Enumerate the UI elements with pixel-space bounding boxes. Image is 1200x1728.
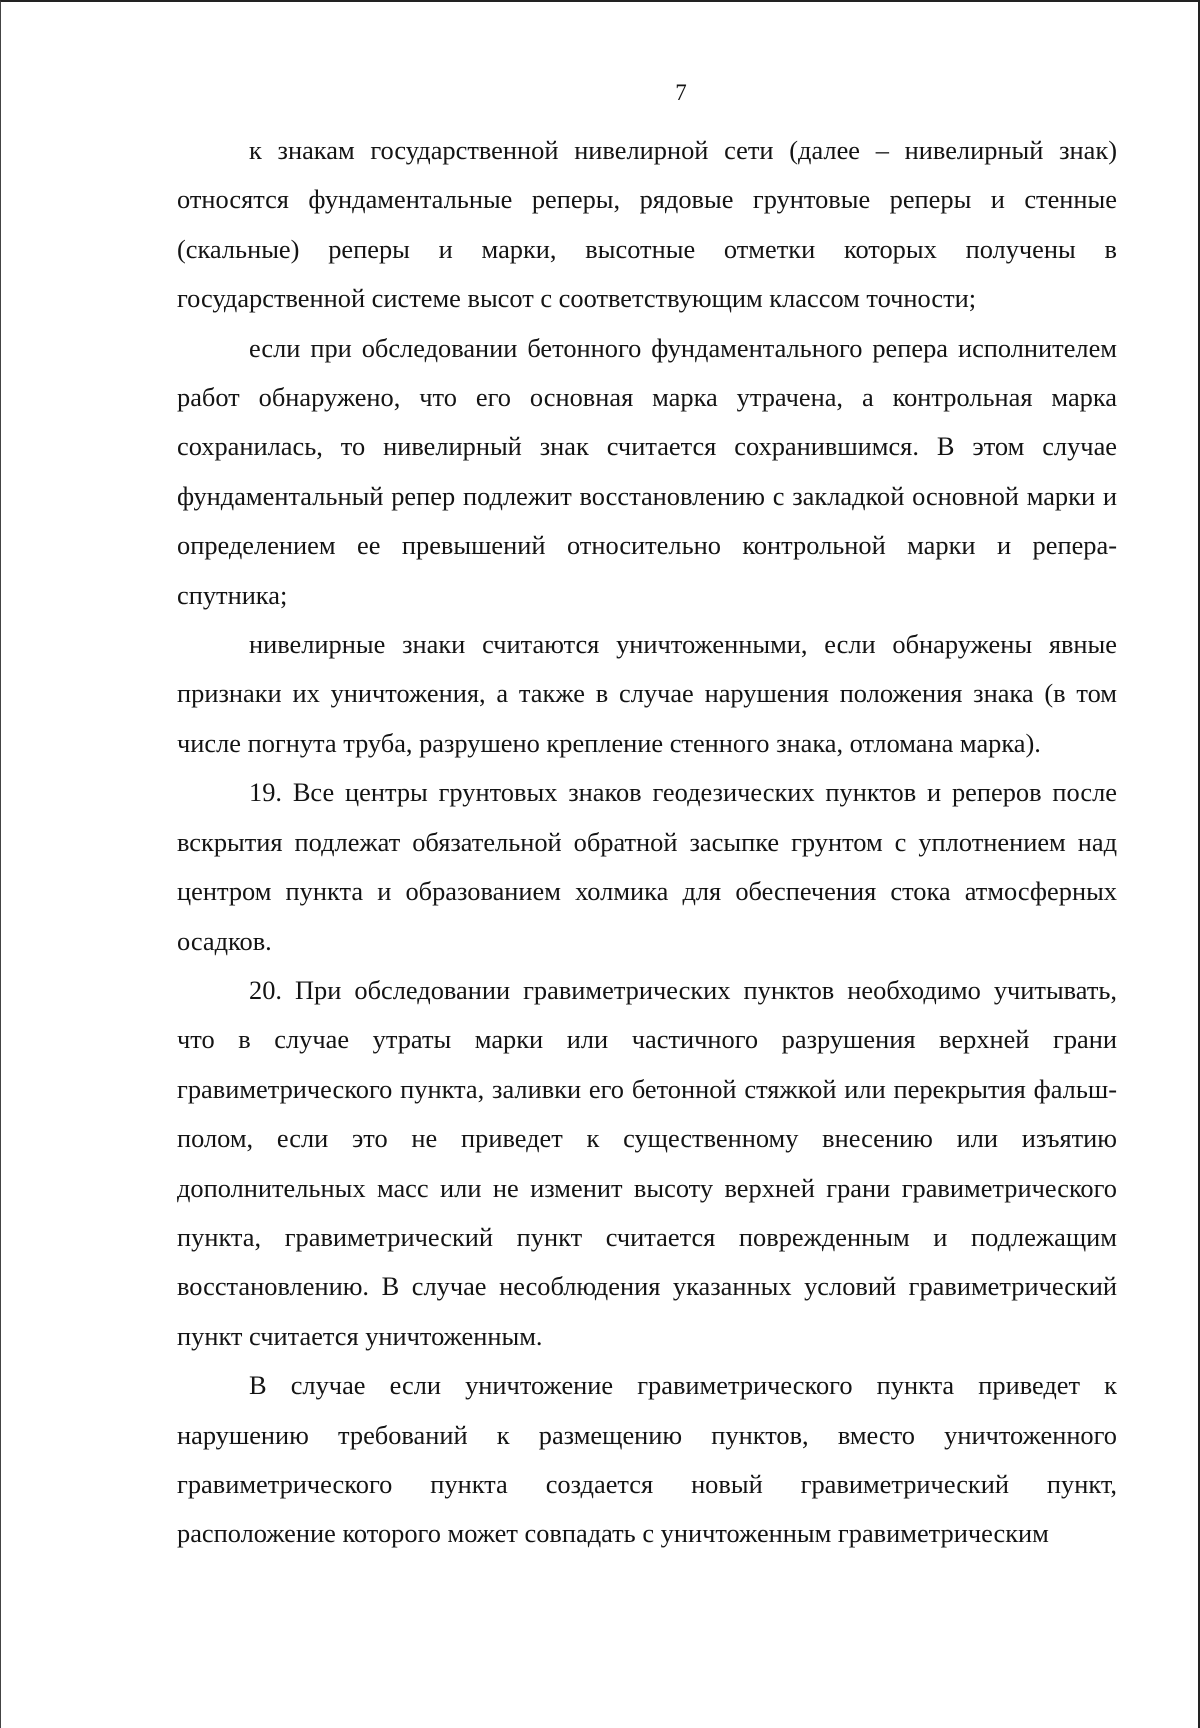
paragraph-fundamental-benchmark-survey: если при обследовании бетонного фундаментального репера исполнителем работ обнаружено, что его основная марка утрачена, а контрольная марка сохранилась, то нивелирный знак считается сохранившимся. В этом случае фундаментальный репер подлежит восстановлению с закладкой основной марки и определением ее превышений относительно контрольной марки и репера-спутника; <box>177 332 1117 610</box>
paragraph-gravimetric-point-replacement: В случае если уничтожение гравиметрического пункта приведет к нарушению требований к размещению пунктов, вместо уничтоженного гравиметрического пункта создается новый гравиметрический пункт, расположение которого может совпадать с уничтоженным гравиметрическим <box>177 1370 1117 1549</box>
paragraph-item-19: 19. Все центры грунтовых знаков геодезических пунктов и реперов после вскрытия подлежат обязательной обратной засыпке грунтом с уплотнением над центром пункта и образованием холмика для обеспечения стока атмосферных осадков. <box>177 777 1117 956</box>
page-number: 7 <box>675 80 687 105</box>
paragraph-leveling-signs-destroyed: нивелирные знаки считаются уничтоженными, если обнаружены явные признаки их уничтожения, а также в случае нарушения положения знака (в том числе погнута труба, разрушено крепление стенного знака, отломана марка). <box>177 629 1117 758</box>
document-body <box>177 126 1117 1559</box>
paragraph-item-20: 20. При обследовании гравиметрических пунктов необходимо учитывать, что в случае утраты марки или частичного разрушения верхней грани гравиметрического пункта, заливки его бетонной стяжкой или перекрытия фальш-полом, если это не приведет к существенному внесению или изъятию дополнительных масс или не изменит высоту верхней грани гравиметрического пункта, гравиметрический пункт считается поврежденным и подлежащим восстановлению. В случае несоблюдения указанных условий гравиметрический пункт считается уничтоженным. <box>177 974 1117 1351</box>
paragraph-leveling-signs-definition: к знакам государственной нивелирной сети (далее – нивелирный знак) относятся фундаментальные реперы, рядовые грунтовые реперы и стенные (скальные) реперы и марки, высотные отметки которых получены в государственной системе высот с соответствующим классом точности; <box>177 135 1117 314</box>
